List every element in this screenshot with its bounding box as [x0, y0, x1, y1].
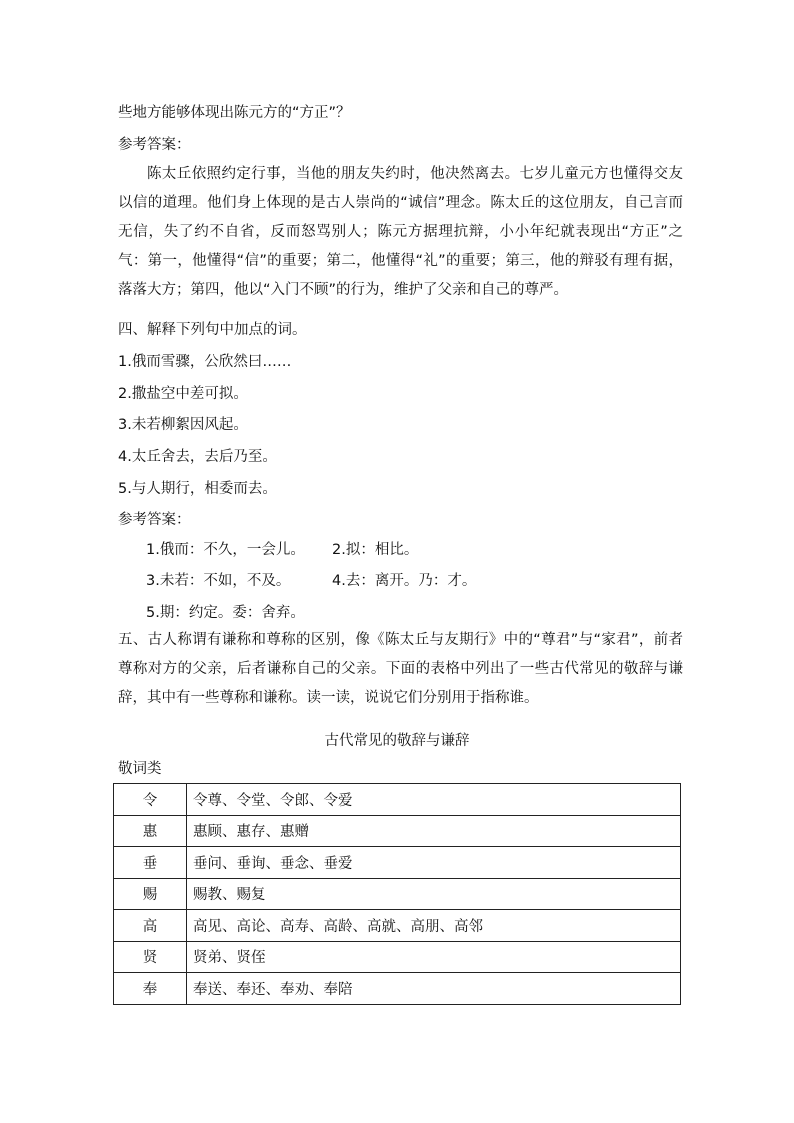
table-row	[114, 878, 681, 910]
table-key-cell: 令	[114, 784, 187, 816]
reference-answer-label: 参考答案：	[118, 512, 191, 528]
table-key-cell: 奉	[114, 973, 187, 1005]
table-value-cell: 贤弟、贤侄	[187, 941, 681, 973]
section-four-heading: 四、解释下列句中加点的词。	[118, 322, 307, 338]
table-key-cell: 惠	[114, 815, 187, 847]
answer-item-2: 2.拟：相比。	[332, 542, 419, 558]
table-value-cell: 奉送、奉还、奉劝、奉陪	[187, 973, 681, 1005]
question-item-1: 1.俄而雪骤，公欣然曰……	[118, 354, 292, 370]
category-label: 敬词类	[118, 761, 162, 777]
question-item-4: 4.太丘舍去，去后乃至。	[118, 449, 277, 465]
table-key-cell: 垂	[114, 847, 187, 879]
question-item-5: 5.与人期行，相委而去。	[118, 481, 277, 497]
answer-item-4: 4.去：离开。乃：才。	[332, 573, 477, 589]
answer-item-5: 5.期：约定。委：舍弃。	[146, 605, 305, 621]
table-key-cell: 赐	[114, 878, 187, 910]
question-tail: 些地方能够体现出陈元方的“方正”？	[118, 105, 351, 121]
table-value-cell: 惠顾、惠存、惠赠	[187, 815, 681, 847]
table-value-cell: 垂问、垂询、垂念、垂爱	[187, 847, 681, 879]
answer-row-2	[146, 571, 476, 591]
section-five-paragraph: 五、古人称谓有谦称和尊称的区别，像《陈太丘与友期行》中的“尊君”与“家君”，前者尊称对方的父亲，后者谦称自己的父亲。下面的表格中列出了一些古代常见的敬辞与谦辞，其中有一些尊称和谦称。读一读，说说它们分别用于指称谁。	[118, 632, 683, 706]
table-row	[114, 847, 681, 879]
answer-item-1: 1.俄而：不久，一会儿。	[146, 542, 305, 558]
question-item-3: 3.未若柳絮因风起。	[118, 417, 248, 433]
table-value-cell: 赐教、赐复	[187, 878, 681, 910]
table-key-cell: 贤	[114, 941, 187, 973]
question-item-2: 2.撒盐空中差可拟。	[118, 386, 248, 402]
answer-item-3: 3.未若：不如，不及。	[146, 573, 291, 589]
answer-row-1	[146, 540, 418, 560]
table-value-cell: 高见、高论、高寿、高龄、高就、高朋、高邻	[187, 910, 681, 942]
table-row	[114, 784, 681, 816]
table-key-cell: 高	[114, 910, 187, 942]
table-value-cell: 令尊、令堂、令郎、令爱	[187, 784, 681, 816]
reference-answer-label: 参考答案：	[118, 137, 191, 153]
answer-row-3	[146, 603, 305, 623]
table-row	[114, 941, 681, 973]
table-row	[114, 973, 681, 1005]
table-title: 古代常见的敬辞与谦辞	[324, 733, 470, 749]
answer-paragraph: 陈太丘依照约定行事，当他的朋友失约时，他决然离去。七岁儿童元方也懂得交友以信的道理。他们身上体现的是古人崇尚的“诚信”理念。陈太丘的这位朋友，自己言而无信，失了约不自省，反而怒骂别人；陈元方据理抗辩，小小年纪就表现出“方正”之气：第一，他懂得“信”的重要；第二，他懂得“礼”的重要；第三，他的辩驳有理有据，落落大方；第四，他以“入门不顾”的行为，维护了父亲和自己的尊严。	[118, 166, 683, 298]
table-row	[114, 815, 681, 847]
table-row	[114, 910, 681, 942]
honorific-table	[113, 783, 681, 1005]
